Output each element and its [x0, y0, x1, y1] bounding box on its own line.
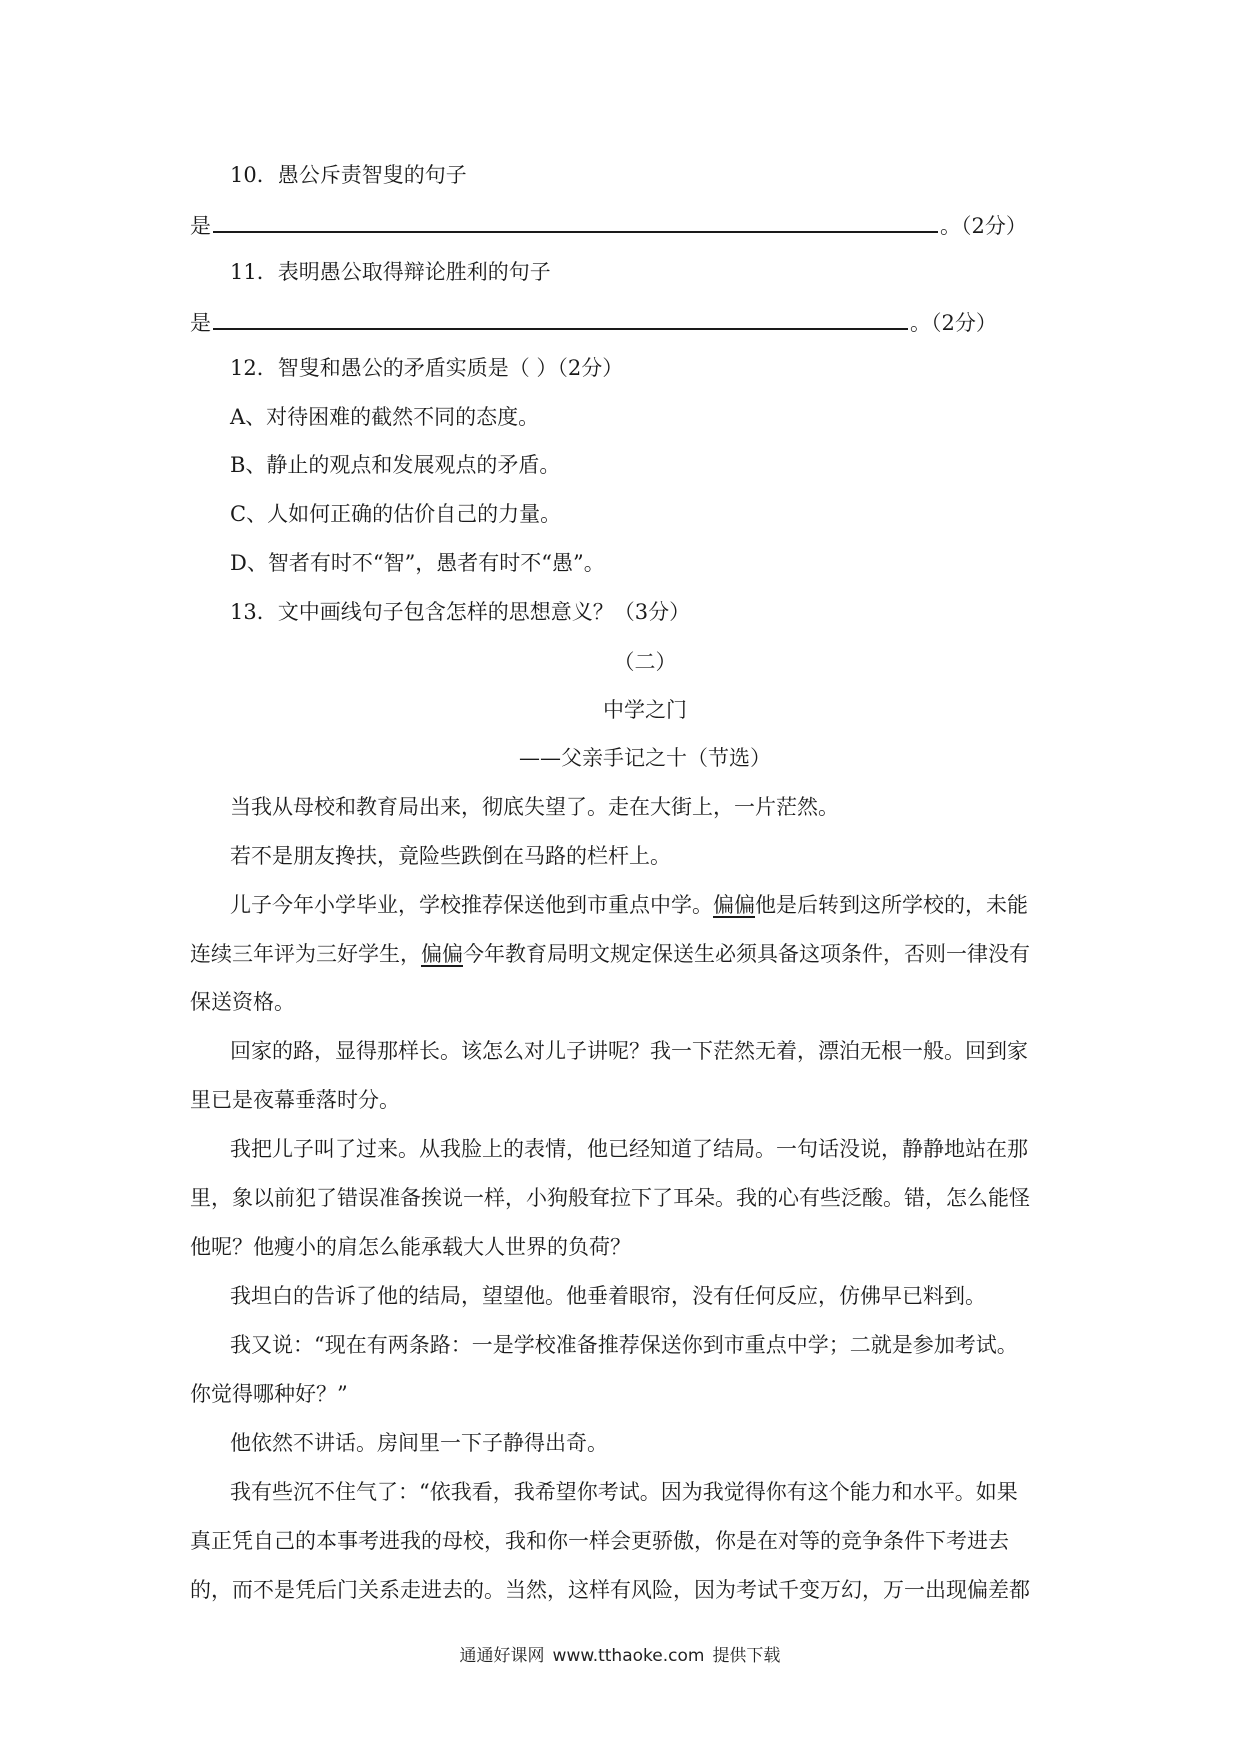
footer-note: 提供下载: [712, 1646, 781, 1666]
paragraph-2: 若不是朋友搀扶，竟险些跌倒在马路的栏杆上。: [230, 844, 671, 868]
text-run: 今年教育局明文规定保送生必须具备这项条件，否则一律没有: [463, 942, 1030, 966]
answer-prefix: 是: [190, 311, 211, 335]
answer-suffix: 。（2分）: [910, 311, 997, 335]
question-10-prompt: 10．愚公斥责智叟的句子: [230, 163, 467, 187]
footer-site-name: 通通好课网: [459, 1646, 545, 1666]
answer-suffix: 。（2分）: [940, 214, 1027, 238]
passage-title: 中学之门: [603, 698, 687, 722]
section-number: （二）: [613, 650, 677, 674]
underlined-word: 偏偏: [421, 942, 463, 966]
paragraph-8: 他依然不讲话。房间里一下子静得出奇。: [230, 1431, 608, 1455]
paragraph-3-line-2: [190, 944, 1030, 965]
paragraph-6: 我坦白的告诉了他的结局，望望他。他垂着眼帘，没有任何反应，仿佛早已料到。: [230, 1284, 986, 1308]
page-footer: [0, 1641, 1240, 1666]
footer-url[interactable]: www.tthaoke.com: [552, 1646, 705, 1666]
text-run: 儿子今年小学毕业，学校推荐保送他到市重点中学。: [230, 893, 713, 917]
answer-blank[interactable]: [213, 310, 908, 330]
paragraph-3-line-3: 保送资格。: [190, 990, 295, 1014]
paragraph-3-line-1: [230, 895, 1028, 916]
question-13-prompt: 13．文中画线句子包含怎样的思想意义？（3分）: [230, 600, 691, 624]
paragraph-9-line-2: 真正凭自己的本事考进我的母校，我和你一样会更骄傲，你是在对等的竞争条件下考进去: [190, 1529, 1009, 1553]
question-12-prompt: 12．智叟和愚公的矛盾实质是（ ）（2分）: [230, 356, 624, 380]
underlined-word: 偏偏: [713, 893, 755, 917]
text-run: 连续三年评为三好学生，: [190, 942, 421, 966]
answer-prefix: 是: [190, 214, 211, 238]
text-run: 他是后转到这所学校的，未能: [755, 893, 1028, 917]
passage-subtitle: ——父亲手记之十（节选）: [519, 746, 771, 770]
paragraph-9-line-1: 我有些沉不住气了：“依我看，我希望你考试。因为我觉得你有这个能力和水平。如果: [230, 1480, 1018, 1504]
paragraph-4-line-1: 回家的路，显得那样长。该怎么对儿子讲呢？我一下茫然无着，漂泊无根一般。回到家: [230, 1039, 1028, 1063]
question-12-option-b[interactable]: B、静止的观点和发展观点的矛盾。: [230, 453, 561, 477]
paragraph-5-line-1: 我把儿子叫了过来。从我脸上的表情，他已经知道了结局。一句话没说，静静地站在那: [230, 1137, 1028, 1161]
paragraph-9-line-3: 的，而不是凭后门关系走进去的。当然，这样有风险，因为考试千变万幻，万一出现偏差都: [190, 1578, 1030, 1602]
question-12-option-c[interactable]: C、人如何正确的估价自己的力量。: [230, 502, 562, 526]
paragraph-5-line-3: 他呢？他瘦小的肩怎么能承载大人世界的负荷？: [190, 1235, 631, 1259]
paragraph-1: 当我从母校和教育局出来，彻底失望了。走在大街上，一片茫然。: [230, 795, 839, 819]
question-11-prompt: 11．表明愚公取得辩论胜利的句子: [230, 260, 551, 284]
paragraph-7-line-1: 我又说：“现在有两条路：一是学校准备推荐保送你到市重点中学；二就是参加考试。: [230, 1333, 1018, 1357]
question-12-option-a[interactable]: A、对待困难的截然不同的态度。: [230, 405, 540, 429]
question-11-answer-line: [190, 310, 997, 334]
answer-blank[interactable]: [213, 213, 938, 233]
paragraph-7-line-2: 你觉得哪种好？”: [190, 1382, 348, 1406]
paragraph-4-line-2: 里已是夜幕垂落时分。: [190, 1088, 400, 1112]
question-10-answer-line: [190, 213, 1027, 237]
question-12-option-d[interactable]: D、智者有时不“智”，愚者有时不“愚”。: [230, 551, 605, 575]
paragraph-5-line-2: 里，象以前犯了错误准备挨说一样，小狗般耷拉下了耳朵。我的心有些泛酸。错，怎么能怪: [190, 1186, 1030, 1210]
